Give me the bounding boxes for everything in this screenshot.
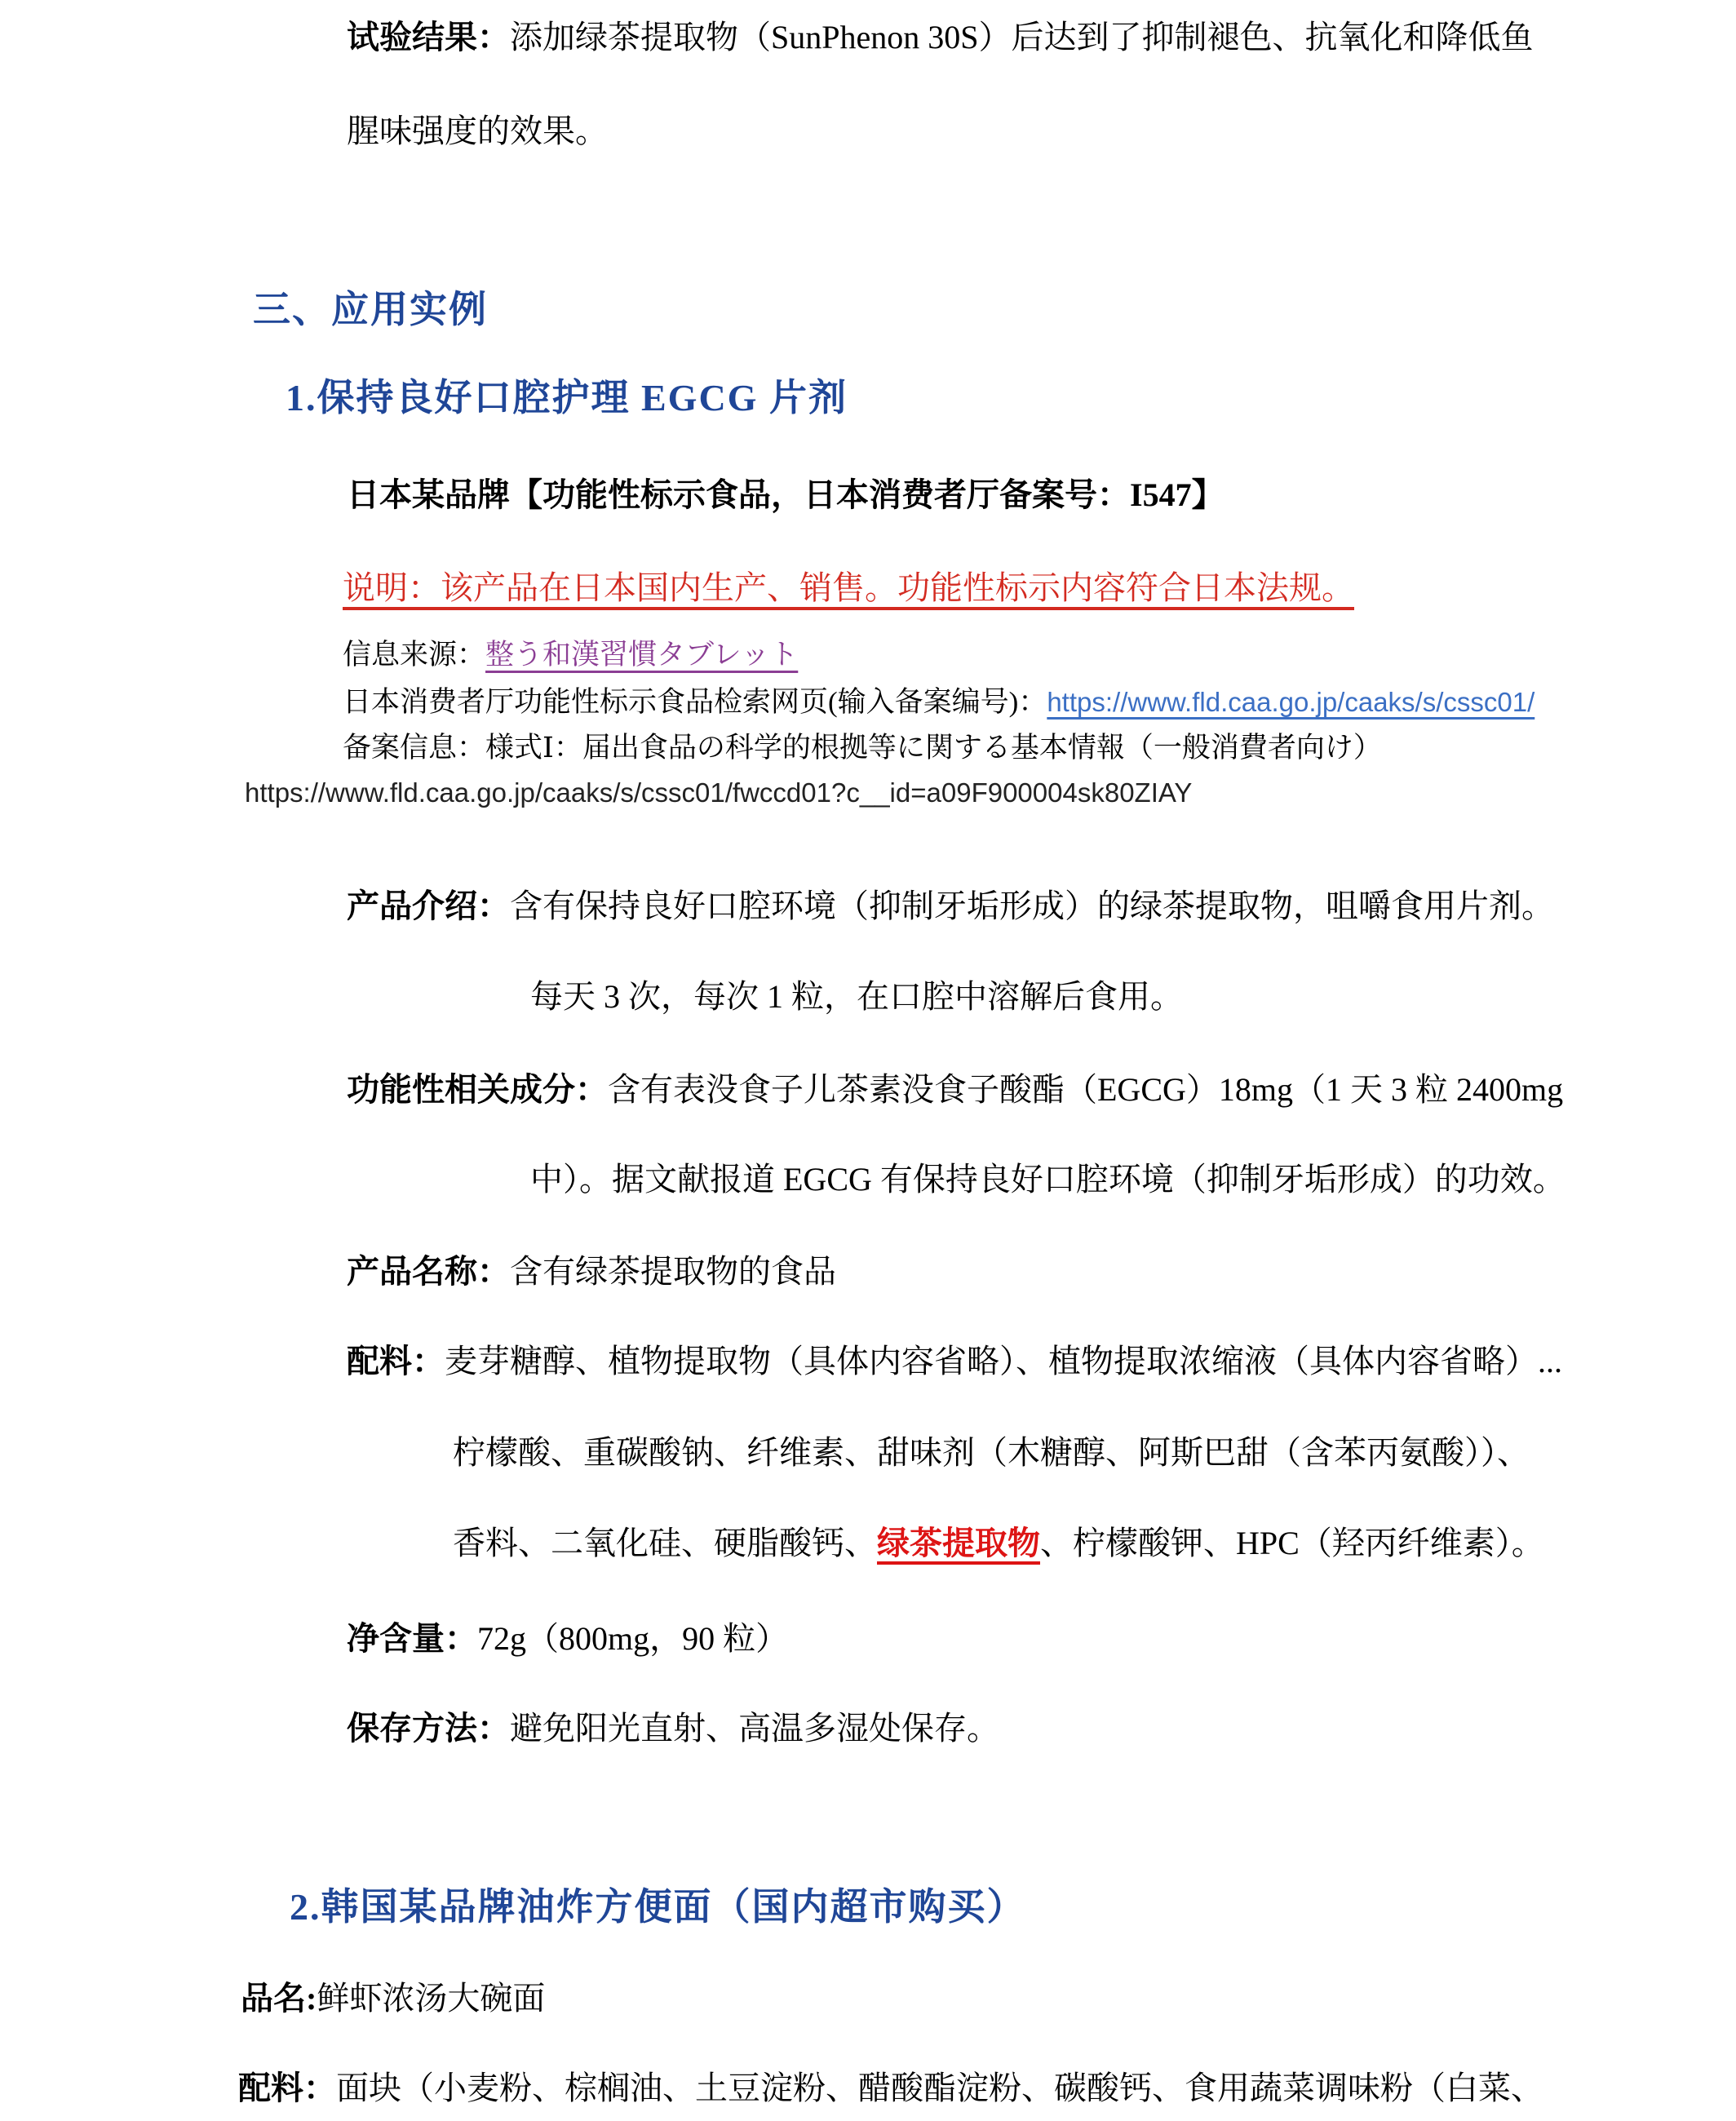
trial-result-line1 (347, 18, 1534, 57)
ingredients-line2: 柠檬酸、重碳酸钠、纤维素、甜味剂（木糖醇、阿斯巴甜（含苯丙氨酸））、 (453, 1434, 1530, 1471)
example2-heading: 2.韩国某品牌油炸方便面（国内超市购买） (290, 1886, 1026, 1928)
trial-result-text: 添加绿茶提取物（SunPhenon 30S）后达到了抑制褪色、抗氧化和降低鱼 (510, 19, 1534, 55)
ingredients-text-3b: 、柠檬酸钾、HPC（羟丙纤维素）。 (1040, 1525, 1544, 1561)
search-page-line (343, 685, 1534, 720)
functional-ingredient-text: 含有表没食子儿茶素没食子酸酯（EGCG）18mg（1 天 3 粒 2400mg (608, 1071, 1564, 1108)
search-page-link[interactable]: https://www.fld.caa.go.jp/caaks/s/cssc01/ (1047, 687, 1535, 717)
info-source-line (343, 638, 798, 672)
storage-line (347, 1709, 999, 1748)
net-content-text: 72g（800mg，90 粒） (477, 1620, 789, 1657)
functional-ingredient-line1 (347, 1070, 1563, 1109)
functional-ingredient-line2: 中）。据文献报道 EGCG 有保持良好口腔环境（抑制牙垢形成）的功效。 (530, 1161, 1566, 1198)
filing-url: https://www.fld.caa.go.jp/caaks/s/cssc01/fwccd01?c__id=a09F900004sk80ZIAY (245, 777, 1193, 808)
example1-heading: 1.保持良好口腔护理 EGCG 片剂 (286, 377, 848, 418)
red-note-text: 说明：该产品在日本国内生产、销售。功能性标示内容符合日本法规。 (343, 569, 1354, 606)
storage-text: 避免阳光直射、高温多湿处保存。 (510, 1710, 999, 1747)
filing-info-line: 备案信息：様式Ⅰ：届出食品の科学的根拠等に関する基本情報（一般消費者向け） (343, 732, 1382, 764)
example2-ingredients-line (238, 2069, 1543, 2108)
ingredients-text-3a: 香料、二氧化硅、硬脂酸钙、 (453, 1525, 877, 1561)
example2-ingredients-text: 面块（小麦粉、棕榈油、土豆淀粉、醋酸酯淀粉、碳酸钙、食用蔬菜调味粉（白菜、 (336, 2070, 1543, 2106)
red-note-line (343, 569, 1367, 608)
storage-label: 保存方法： (347, 1710, 510, 1747)
net-content-line (347, 1619, 788, 1658)
info-source-link[interactable]: 整う和漢習慣タブレット (485, 639, 799, 671)
product-intro-line2: 每天 3 次，每次 1 粒，在口腔中溶解后食用。 (530, 978, 1183, 1015)
product-name-text: 含有绿茶提取物的食品 (510, 1253, 836, 1290)
ingredients-label: 配料： (347, 1343, 445, 1379)
product-intro-text: 含有保持良好口腔环境（抑制牙垢形成）的绿茶提取物，咀嚼食用片剂。 (510, 888, 1554, 924)
net-content-label: 净含量： (347, 1620, 477, 1657)
example2-product-name-label: 品名: (241, 1980, 317, 2017)
product-intro-line1 (347, 887, 1554, 926)
example2-ingredients-label: 配料： (238, 2070, 336, 2106)
example2-product-name-line (241, 1979, 545, 2018)
product-name-line (347, 1252, 836, 1291)
trial-result-line2: 腥味强度的效果。 (347, 113, 608, 149)
example2-product-name-text: 鲜虾浓汤大碗面 (317, 1980, 546, 2017)
functional-ingredient-label: 功能性相关成分： (347, 1071, 608, 1108)
trial-result-label: 试验结果： (347, 19, 510, 55)
section-heading: 三、应用实例 (253, 289, 488, 330)
info-source-label: 信息来源： (343, 639, 486, 671)
green-tea-extract-highlight: 绿茶提取物 (877, 1525, 1040, 1561)
product-name-label: 产品名称： (347, 1253, 510, 1290)
ingredients-line3 (453, 1524, 1544, 1563)
ingredients-text-1: 麦芽糖醇、植物提取物（具体内容省略）、植物提取浓缩液（具体内容省略）... (445, 1343, 1562, 1379)
search-page-label: 日本消费者厅功能性标示食品检索网页(输入备案编号)： (343, 686, 1047, 718)
product-intro-label: 产品介绍： (347, 888, 510, 924)
ingredients-line1 (347, 1342, 1562, 1381)
brand-line: 日本某品牌【功能性标示食品，日本消费者厅备案号：I547】 (347, 476, 1224, 513)
